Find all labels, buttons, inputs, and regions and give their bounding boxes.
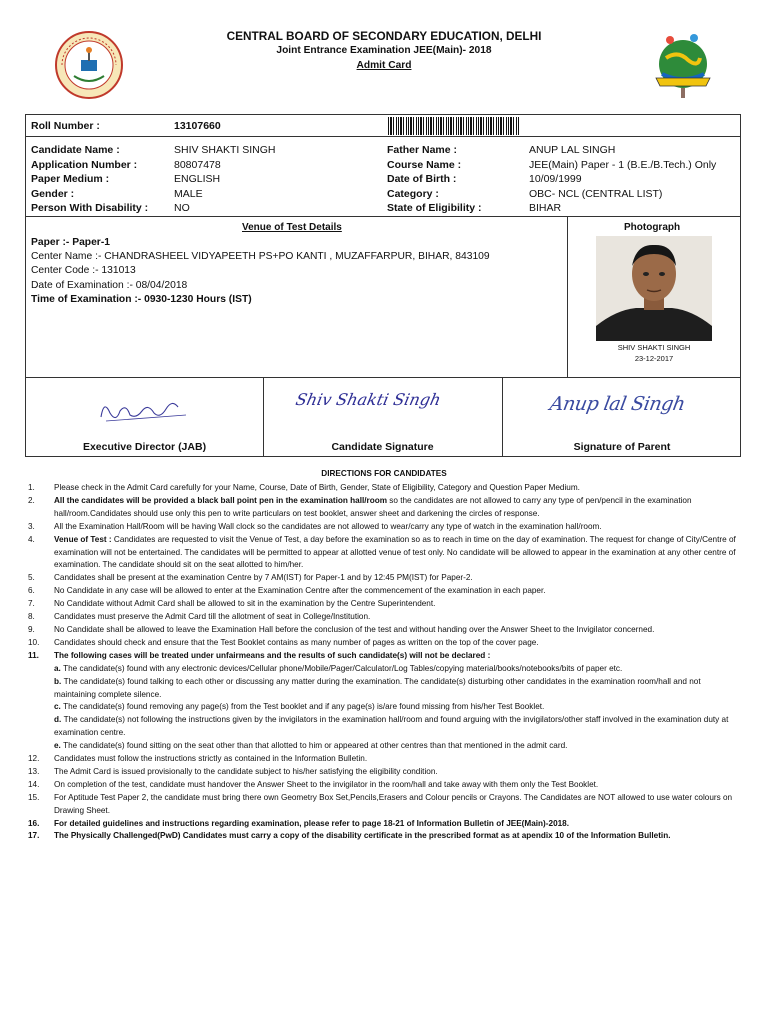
- application-number-label: Application Number :: [31, 159, 138, 171]
- direction-text: The Physically Challenged(PwD) Candidates must carry a copy of the disability certificate in the prescribed format as at apendix 10 of the Information Bulletin.: [54, 831, 671, 841]
- paper-medium-label: Paper Medium :: [31, 173, 110, 185]
- direction-item: [28, 611, 742, 624]
- direction-number: 6.: [28, 586, 35, 596]
- direction-item: [28, 534, 742, 573]
- executive-director-label: Executive Director (JAB): [82, 441, 207, 453]
- direction-number: 14.: [28, 779, 40, 789]
- direction-number: [28, 676, 54, 702]
- parent-signature: Anup lal Singh: [548, 393, 687, 415]
- direction-item: [28, 585, 742, 598]
- direction-text: No Candidate shall be allowed to leave the Examination Hall before the conclusion of the test and without handing over the Answer Sheet to the Invigilator concerned.: [54, 624, 655, 634]
- divider: [26, 136, 740, 137]
- direction-text: The Admit Card is issued provisionally to the candidate subject to his/her satisfying the eligibility condition.: [54, 766, 438, 776]
- dob-label: Date of Birth :: [387, 173, 457, 185]
- father-name-label: Father Name :: [387, 144, 458, 156]
- direction-lead: c.: [54, 702, 64, 712]
- direction-text: The following cases will be treated under unfairmeans and the results of such candidate(s) will not be declared :: [54, 650, 491, 660]
- candidate-signature: Shiv Shakti Singh: [293, 390, 443, 409]
- direction-text: No Candidate in any case will be allowed to enter at the Examination Centre after the commencement of the examination in each paper.: [54, 586, 546, 596]
- direction-lead: b.: [54, 676, 64, 686]
- direction-item: [28, 572, 742, 585]
- direction-number: 9.: [28, 624, 35, 634]
- direction-item: [28, 766, 742, 779]
- photograph-title: Photograph: [624, 222, 681, 233]
- venue-center-name: Center Name :- CHANDRASHEEL VIDYAPEETH PS+PO KANTI , MUZAFFARPUR, BIHAR, 843109: [31, 251, 490, 262]
- state-value: BIHAR: [529, 202, 562, 214]
- direction-text: Venue of Test : Candidates are requested to visit the Venue of Test, a day before the examination so as to reach in time on the day of examination. The request for change of City/Centre of examination will not be entertained. The candidates will be permitted to appear at allotted venue of test only. No candidate will be allowed to appear in the examination at any other centre of examination. The candidate should sit on the seat allotted to him/her.: [54, 534, 736, 570]
- direction-text: On completion of the test, candidate must handover the Answer Sheet to the invigilator in the room/hall and take away with them only the Test Booklet.: [54, 779, 599, 789]
- candidate-photo: [596, 236, 712, 341]
- roll-number-label: Roll Number :: [31, 120, 100, 132]
- venue-exam-time: Time of Examination :- 0930-1230 Hours (IST): [31, 294, 252, 305]
- direction-lead: Venue of Test :: [54, 534, 114, 544]
- direction-text: d. The candidate(s) not following the instructions given by the invigilators in the examination hall/room and found arguing with the invigilators/other staff involved in the examination duty at examination centre.: [54, 715, 729, 738]
- direction-text: No Candidate without Admit Card shall be allowed to sit in the examination by the Centre Superintendent.: [54, 599, 436, 609]
- disability-label: Person With Disability :: [31, 202, 149, 214]
- roll-number-value: 13107660: [174, 120, 221, 132]
- direction-item: [28, 830, 742, 843]
- direction-text: Candidates shall be present at the examination Centre by 7 AM(IST) for Paper-1 and by 12:45 PM(IST) for Paper-2.: [54, 573, 473, 583]
- direction-item: [28, 676, 742, 702]
- course-name-label: Course Name :: [387, 159, 462, 171]
- direction-text: Please check in the Admit Card carefully for your Name, Course, Date of Birth, Gender, State of Eligibility, Category and Question Paper Medium.: [54, 483, 580, 492]
- category-value: OBC- NCL (CENTRAL LIST): [529, 188, 663, 200]
- parent-signature-label: Signature of Parent: [573, 441, 671, 453]
- direction-text: e. The candidate(s) found sitting on the seat other than that allotted to him or appeared at other centres than that mentioned in the admit card.: [54, 741, 568, 751]
- direction-item: [28, 521, 742, 534]
- direction-text: Candidates must preserve the Admit Card till the allotment of seat in College/Institution.: [54, 612, 371, 622]
- direction-item: [28, 701, 742, 714]
- direction-text: For detailed guidelines and instructions regarding examination, please refer to page 18-21 of Information Bulletin of JEE(Main)-2018.: [54, 818, 570, 828]
- direction-number: 16.: [28, 818, 40, 828]
- disability-value: NO: [174, 202, 190, 214]
- application-number-value: 80807478: [174, 159, 221, 171]
- direction-number: [28, 663, 54, 676]
- gender-label: Gender :: [31, 188, 75, 200]
- direction-number: 5.: [28, 573, 35, 583]
- direction-text: Candidates should check and ensure that the Test Booklet contains as many number of pages as written on the top of the cover page.: [54, 637, 539, 647]
- direction-number: [28, 714, 54, 740]
- admit-card-panel: [25, 114, 741, 457]
- direction-text: For Aptitude Test Paper 2, the candidate must bring there own Geometry Box Set,Pencils,Erasers and Colour pencils or Crayons. The Candidates are NOT allowed to use water colours on Drawing Sheet.: [54, 792, 733, 815]
- direction-lead: d.: [54, 715, 64, 725]
- direction-text: All the Examination Hall/Room will be having Wall clock so the candidates are not allowed to wear/carry any type of watch in the examination hall/room.: [54, 521, 602, 531]
- direction-number: 12.: [28, 754, 40, 764]
- direction-number: 10.: [28, 637, 40, 647]
- gender-value: MALE: [174, 188, 203, 200]
- course-name-value: JEE(Main) Paper - 1 (B.E./B.Tech.) Only: [529, 159, 717, 171]
- admit-card-title-text: Admit Card: [356, 60, 412, 71]
- direction-item: [28, 714, 742, 740]
- directions-list: [28, 482, 742, 843]
- direction-item: [28, 598, 742, 611]
- direction-lead: e.: [54, 741, 64, 751]
- photo-caption-box: [596, 341, 712, 366]
- direction-number: 4.: [28, 534, 35, 544]
- direction-item: [28, 792, 742, 818]
- board-title: CENTRAL BOARD OF SECONDARY EDUCATION, DELHI: [226, 29, 542, 43]
- direction-item: [28, 818, 742, 831]
- photo-date: 23-12-2017: [634, 354, 674, 363]
- category-label: Category :: [387, 188, 439, 200]
- direction-text: a. The candidate(s) found with any electronic devices/Cellular phone/Mobile/Pager/Calculator/Log Tables/copying material/books/notebooks/bits of paper etc.: [54, 663, 623, 673]
- direction-number: 1.: [28, 483, 35, 492]
- direction-number: 7.: [28, 599, 35, 609]
- candidate-name-label: Candidate Name :: [31, 144, 120, 156]
- direction-text: b. The candidate(s) found talking to each other or discussing any matter during the examination. The candidate(s) disturbing other candidates in the examination room/hall and not maintaining complete silence.: [54, 676, 701, 699]
- direction-item: [28, 637, 742, 650]
- direction-number: 11.: [28, 650, 39, 660]
- venue-title: Venue of Test Details: [242, 222, 342, 233]
- direction-item: [28, 495, 742, 521]
- dob-value: 10/09/1999: [529, 173, 582, 185]
- exam-title: Joint Entrance Examination JEE(Main)- 2018: [276, 45, 492, 56]
- direction-number: 2.: [28, 495, 35, 505]
- direction-number: [28, 701, 54, 714]
- father-name-value: ANUP LAL SINGH: [529, 144, 616, 156]
- direction-item: [28, 482, 742, 495]
- direction-text: All the candidates will be provided a black ball point pen in the examination hall/room so the candidates are not allowed to carry any type of pen/pencil in the examination hall/room.Candidates should use only this pen to write particulars on test booklet, answer sheet and darkening the circles of response.: [54, 495, 692, 518]
- direction-item: [28, 663, 742, 676]
- directions-title: DIRECTIONS FOR CANDIDATES: [321, 469, 447, 478]
- venue-exam-date: Date of Examination :- 08/04/2018: [31, 280, 188, 291]
- direction-number: 3.: [28, 521, 35, 531]
- cbse-logo-icon: [54, 30, 124, 100]
- direction-number: 8.: [28, 612, 35, 622]
- jee-globe-logo-icon: [648, 30, 718, 102]
- direction-number: [28, 740, 54, 753]
- paper-medium-value: ENGLISH: [174, 173, 221, 185]
- venue-paper: Paper :- Paper-1: [31, 237, 110, 248]
- divider: [26, 377, 740, 378]
- direction-text: Candidates must follow the instructions strictly as contained in the Information Bulletin.: [54, 754, 368, 764]
- direction-item: [28, 753, 742, 766]
- state-label: State of Eligibility :: [387, 202, 482, 214]
- direction-number: 13.: [28, 766, 40, 776]
- candidate-name-value: SHIV SHAKTI SINGH: [174, 144, 276, 156]
- direction-item: [28, 779, 742, 792]
- direction-number: 15.: [28, 792, 40, 802]
- direction-item: [28, 624, 742, 637]
- direction-text: c. The candidate(s) found removing any page(s) from the Test booklet and if any page(s) is/are found missing from his/her Test Booklet.: [54, 702, 545, 712]
- direction-lead: All the candidates will be provided a black ball point pen in the examination hall/room: [54, 495, 388, 505]
- venue-center-code: Center Code :- 131013: [31, 265, 136, 276]
- direction-lead: a.: [54, 663, 64, 673]
- direction-item: [28, 740, 742, 753]
- photo-candidate-name: SHIV SHAKTI SINGH: [617, 343, 691, 352]
- candidate-signature-label: Candidate Signature: [331, 441, 434, 453]
- direction-number: 17.: [28, 831, 40, 841]
- direction-item: [28, 650, 742, 663]
- divider: [26, 216, 740, 217]
- director-signature: [96, 389, 196, 429]
- divider: [567, 216, 568, 377]
- barcode-icon: [388, 117, 520, 135]
